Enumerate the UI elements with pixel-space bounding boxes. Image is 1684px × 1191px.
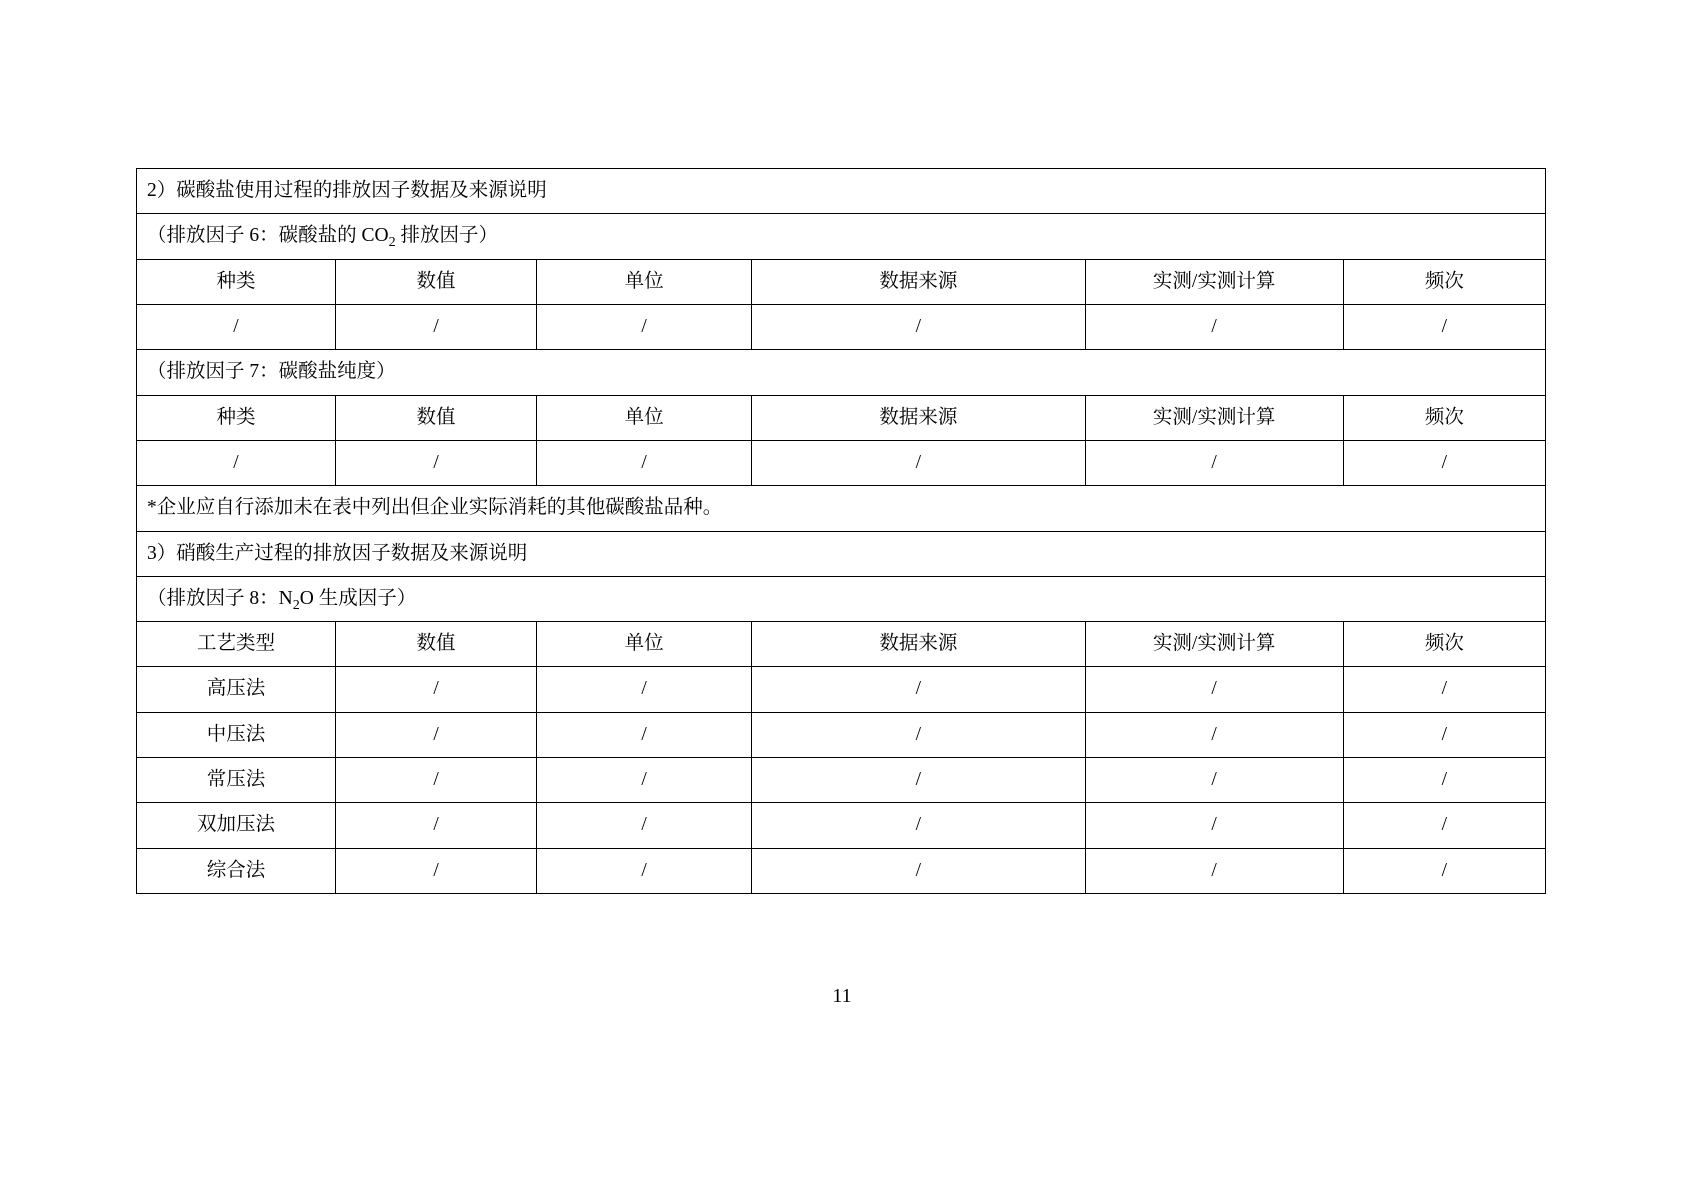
table-row [137, 848, 1546, 893]
column-header-unit: 单位 [537, 622, 752, 667]
table-row [137, 440, 1546, 485]
cell-unit: / [537, 667, 752, 712]
column-header-measurement: 实测/实测计算 [1085, 622, 1343, 667]
cell-measurement: / [1085, 667, 1343, 712]
table-row [137, 169, 1546, 214]
factor-6-heading [137, 214, 1546, 259]
factor-7-heading: （排放因子 7：碳酸盐纯度） [137, 350, 1546, 395]
table-row [137, 304, 1546, 349]
cell-measurement: / [1085, 440, 1343, 485]
cell-measurement: / [1085, 803, 1343, 848]
cell-value: / [335, 758, 536, 803]
cell-process-type: 常压法 [137, 758, 336, 803]
column-header-data-source: 数据来源 [752, 259, 1085, 304]
cell-measurement: / [1085, 758, 1343, 803]
cell-frequency: / [1343, 803, 1545, 848]
column-header-unit: 单位 [537, 259, 752, 304]
cell-unit: / [537, 440, 752, 485]
cell-data-source: / [752, 712, 1085, 757]
factor-8-heading-subscript: 2 [292, 596, 300, 613]
cell-unit: / [537, 712, 752, 757]
cell-frequency: / [1343, 848, 1545, 893]
cell-process-type: 双加压法 [137, 803, 336, 848]
cell-data-source: / [752, 803, 1085, 848]
cell-frequency: / [1343, 758, 1545, 803]
cell-process-type: 综合法 [137, 848, 336, 893]
table-row [137, 667, 1546, 712]
column-header-value: 数值 [335, 622, 536, 667]
cell-process-type: 高压法 [137, 667, 336, 712]
cell-measurement: / [1085, 304, 1343, 349]
cell-data-source: / [752, 440, 1085, 485]
table-header-row [137, 622, 1546, 667]
factor-6-heading-post: 排放因子） [395, 225, 498, 247]
column-header-frequency: 频次 [1343, 259, 1545, 304]
cell-value: / [335, 667, 536, 712]
column-header-frequency: 频次 [1343, 622, 1545, 667]
cell-frequency: / [1343, 304, 1545, 349]
cell-data-source: / [752, 848, 1085, 893]
table-row [137, 803, 1546, 848]
cell-frequency: / [1343, 667, 1545, 712]
page-number: 11 [832, 985, 852, 1007]
section-3-heading: 3）硝酸生产过程的排放因子数据及来源说明 [137, 531, 1546, 576]
emission-factor-table [136, 168, 1546, 894]
cell-data-source: / [752, 667, 1085, 712]
cell-unit: / [537, 304, 752, 349]
cell-species: / [137, 440, 336, 485]
column-header-process-type: 工艺类型 [137, 622, 336, 667]
column-header-frequency: 频次 [1343, 395, 1545, 440]
column-header-data-source: 数据来源 [752, 395, 1085, 440]
factor-8-heading-pre: （排放因子 8：N [147, 587, 293, 609]
table-row [137, 758, 1546, 803]
table-note: *企业应自行添加未在表中列出但企业实际消耗的其他碳酸盐品种。 [137, 486, 1546, 531]
cell-measurement: / [1085, 848, 1343, 893]
factor-6-heading-pre: （排放因子 6：碳酸盐的 CO [147, 225, 389, 247]
factor-8-heading-post: O 生成因子） [299, 587, 417, 609]
cell-value: / [335, 712, 536, 757]
cell-unit: / [537, 758, 752, 803]
cell-data-source: / [752, 304, 1085, 349]
column-header-measurement: 实测/实测计算 [1085, 259, 1343, 304]
section-2-heading: 2）碳酸盐使用过程的排放因子数据及来源说明 [137, 169, 1546, 214]
cell-species: / [137, 304, 336, 349]
cell-unit: / [537, 803, 752, 848]
table-row [137, 350, 1546, 395]
table-row [137, 531, 1546, 576]
column-header-unit: 单位 [537, 395, 752, 440]
column-header-value: 数值 [335, 395, 536, 440]
table-header-row [137, 395, 1546, 440]
cell-measurement: / [1085, 712, 1343, 757]
table-header-row [137, 259, 1546, 304]
cell-value: / [335, 304, 536, 349]
column-header-species: 种类 [137, 259, 336, 304]
cell-value: / [335, 440, 536, 485]
factor-8-heading [137, 576, 1546, 621]
factor-6-heading-subscript: 2 [388, 234, 396, 251]
cell-value: / [335, 803, 536, 848]
table-row [137, 214, 1546, 259]
table-row [137, 486, 1546, 531]
cell-frequency: / [1343, 440, 1545, 485]
cell-unit: / [537, 848, 752, 893]
table-row [137, 576, 1546, 621]
column-header-value: 数值 [335, 259, 536, 304]
column-header-measurement: 实测/实测计算 [1085, 395, 1343, 440]
column-header-species: 种类 [137, 395, 336, 440]
column-header-data-source: 数据来源 [752, 622, 1085, 667]
cell-frequency: / [1343, 712, 1545, 757]
cell-data-source: / [752, 758, 1085, 803]
table-row [137, 712, 1546, 757]
cell-process-type: 中压法 [137, 712, 336, 757]
cell-value: / [335, 848, 536, 893]
